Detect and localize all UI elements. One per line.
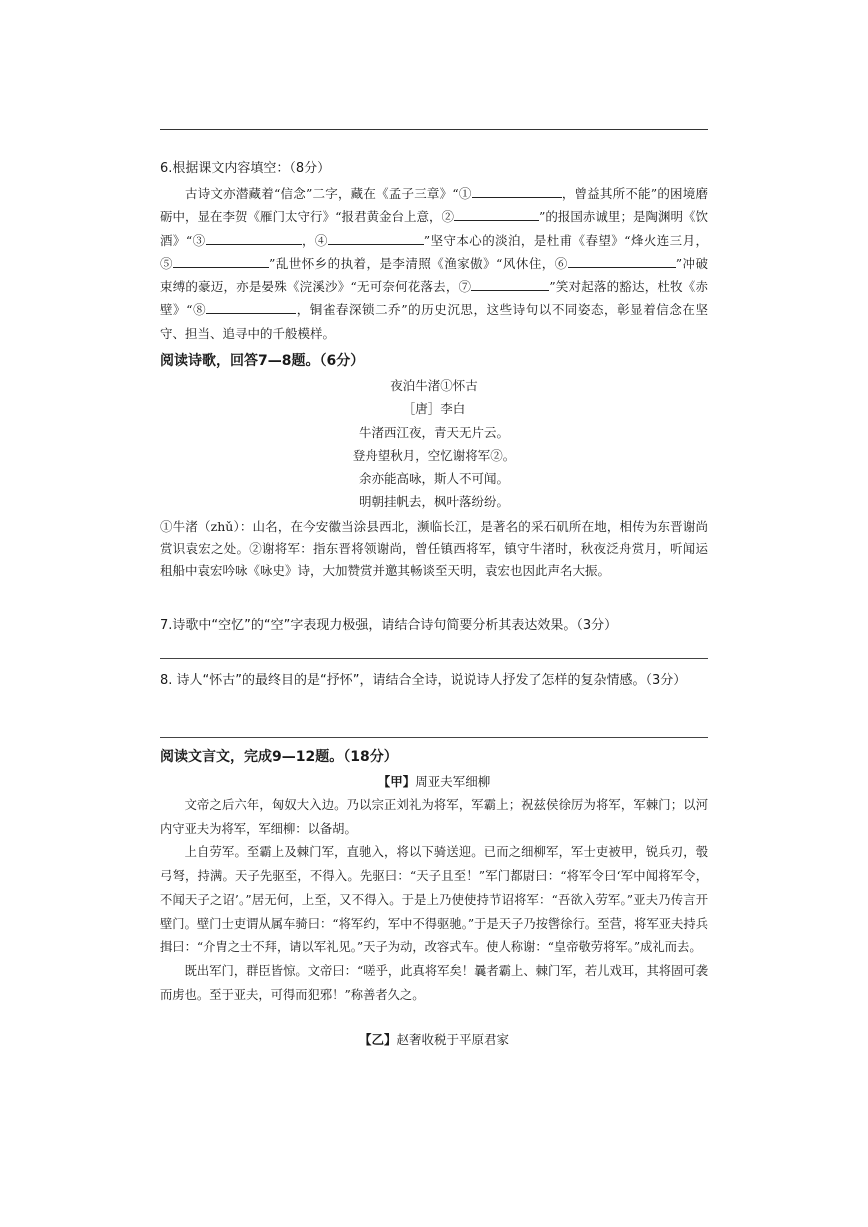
classical-text (160, 794, 708, 1007)
yi-title (160, 1030, 708, 1050)
yi-mark: 【乙】 (358, 1032, 397, 1047)
q6-title: 6.根据课文内容填空：（8分） (160, 161, 331, 176)
q6-text-4: ，④ (301, 232, 328, 248)
poem-line: 明朝挂帆去，枫叶落纷纷。 (358, 494, 509, 510)
q6-text-5: ”坚守本心的淡泊，是杜甫《春望》“烽火连三月，⑤ (160, 232, 708, 271)
q7-answer-line[interactable] (160, 658, 708, 659)
blank-1[interactable] (472, 182, 562, 198)
poem-section-heading: 阅读诗歌，回答7—8题。（6分） (160, 353, 365, 369)
poem-line: 余亦能高咏，斯人不可闻。 (358, 471, 509, 487)
yi-title-text: 赵奢收税于平原君家 (396, 1032, 510, 1047)
q6-paragraph (160, 182, 708, 345)
poem (160, 374, 708, 514)
classical-paragraph: 既出军门，群臣皆惊。文帝曰：“嗟乎，此真将军矣！曩者霸上、棘门军，若儿戏耳，其将固可袭而虏也。至于亚夫，可得而犯邪！”称善者久之。 (160, 963, 708, 1002)
classical-paragraph: 上自劳军。至霸上及棘门军，直驰入，将以下骑送迎。已而之细柳军，军士吏被甲，锐兵刃，彀弓弩，持满。天子先驱至，不得入。先驱曰：“天子且至！”军门都尉曰：“将军令曰‘军中闻将军令，不闻天子之诏’。”居无何，上至，又不得入。于是上乃使使持节诏将军：“吾欲入劳军。”亚夫乃传言开壁门。壁门士吏谓从属车骑曰：“将军约，军中不得驱驰。”于是天子乃按辔徐行。至营，将军亚夫持兵揖曰：“介胄之士不拜，请以军礼见。”天子为动，改容式车。使人称谢：“皇帝敬劳将军。”成礼而去。 (160, 845, 708, 955)
q8-text: 8. 诗人“怀古”的最终目的是“抒怀”，请结合全诗，说说诗人抒发了怎样的复杂情感。（3分） (160, 673, 687, 688)
poem-notes: ①牛渚（zhǔ）：山名，在今安徽当涂县西北，濒临长江，是著名的采石矶所在地，相传为东晋谢尚赏识袁宏之处。②谢将军：指东晋将领谢尚，曾任镇西将军，镇守牛渚时，秋夜泛舟赏月，听闻运租船中袁宏吟咏《咏史》诗，大加赞赏并邀其畅谈至天明，袁宏也因此声名大振。 (160, 519, 708, 579)
blank-7[interactable] (471, 275, 549, 291)
top-rule (160, 129, 708, 130)
blank-5[interactable] (173, 252, 269, 268)
poem-author: ［唐］李白 (402, 401, 466, 417)
classical-heading: 阅读文言文，完成9—12题。（18分） (160, 749, 398, 765)
jia-title (160, 772, 708, 792)
q7-text: 7.诗歌中“空忆”的“空”字表现力极强，请结合诗句简要分析其表达效果。（3分） (160, 618, 618, 633)
q6-text-6: ”乱世怀乡的执着，是李清照《渔家傲》“风休住，⑥ (268, 255, 568, 271)
q6-text-7: ”冲破束缚的豪迈，亦是晏殊《浣溪沙》“无可奈何花落去，⑦ (160, 255, 708, 295)
poem-title: 夜泊牛渚①怀古 (390, 378, 478, 393)
q6-text-2: ，曾益其所不能”的困境磨砺中，显在李贺《雁门太守行》“报君黄金台上意，② (160, 186, 708, 225)
jia-mark: 【甲】 (377, 774, 416, 789)
jia-title-text: 周亚夫军细柳 (415, 774, 491, 789)
classical-paragraph: 文帝之后六年，匈奴大入边。乃以宗正刘礼为将军，军霸上；祝兹侯徐厉为将军，军棘门；以河内守亚夫为将军，军细柳：以备胡。 (160, 798, 708, 836)
poem-line: 牛渚西江夜，青天无片云。 (358, 424, 509, 440)
poem-line: 登舟望秋月，空忆谢将军②。 (352, 447, 516, 463)
blank-4[interactable] (328, 229, 424, 245)
blank-3[interactable] (206, 229, 302, 245)
q6-text-3: ”的报国赤诚里；是陶渊明《饮酒》“③ (160, 209, 708, 248)
blank-2[interactable] (454, 205, 539, 221)
blank-6[interactable] (568, 252, 676, 268)
blank-8[interactable] (206, 298, 296, 314)
q6-text-1: 古诗文亦潜藏着“信念”二字，藏在《孟子三章》“① (185, 186, 472, 201)
q6-text-9: ，铜雀春深锁二乔”的历史沉思，这些诗句以不同姿态，彰显着信念在坚守、担当、追寻中的千般模样。 (160, 302, 708, 341)
q6-text-8: ”笑对起落的豁达，杜牧《赤壁》“⑧ (160, 279, 708, 318)
q8-answer-line[interactable] (160, 737, 708, 738)
